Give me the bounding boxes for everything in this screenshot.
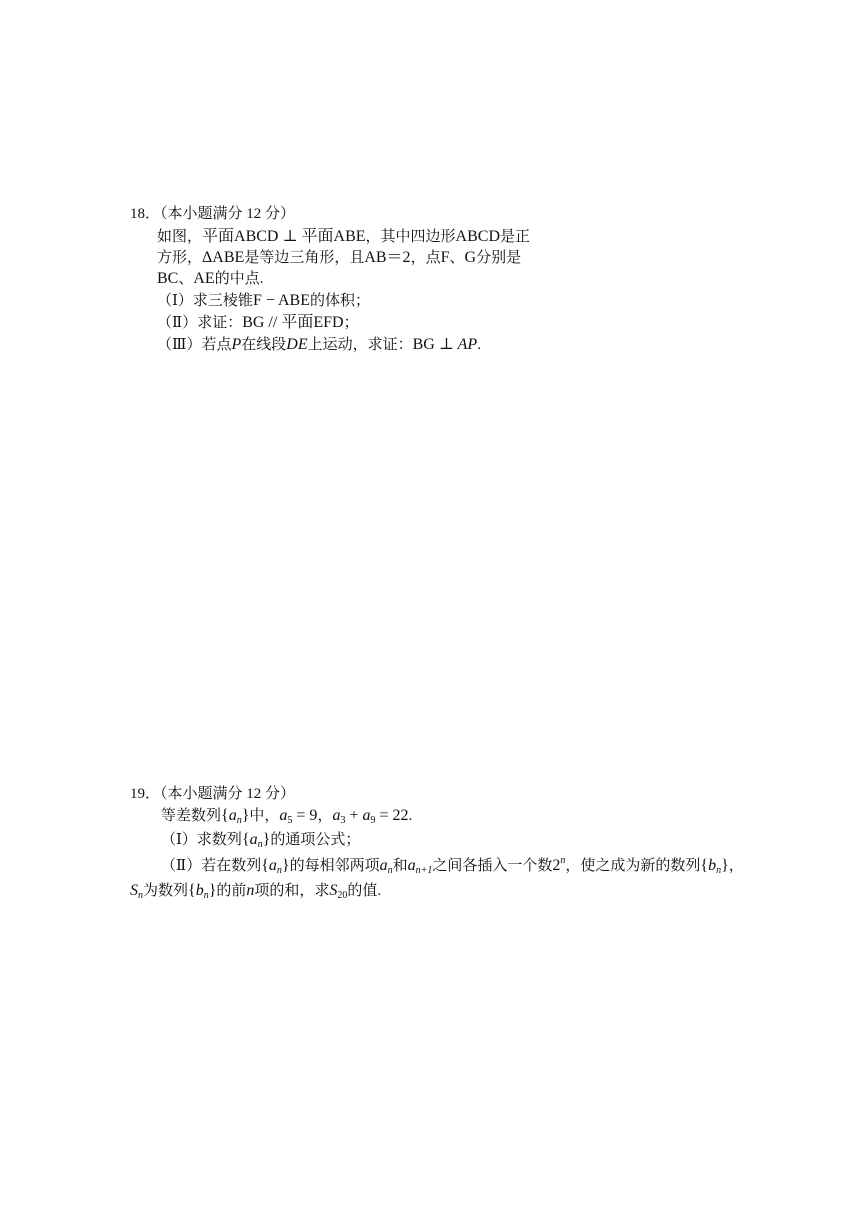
problem-18-question-3: （Ⅲ）若点P在线段DE上运动，求证：BG ⊥ AP. (157, 336, 481, 353)
problem-18-question-2: （Ⅱ）求证：BG // 平面EFD； (157, 314, 359, 331)
problem-18-line-2: 方形，ΔABE是等边三角形，且AB＝2，点F、G分别是 (157, 249, 522, 266)
problem-19-line-1: 等差数列$\{a_n\}$中，$a_5 = 9$，$a_3 + a_9 = 22$. (161, 807, 413, 826)
problem-18-header: 18．（本小题满分 12 分） (130, 206, 296, 222)
problem-19-header: 19．（本小题满分 12 分） (130, 786, 296, 802)
problem-18-question-1: （Ⅰ）求三棱锥F − ABE的体积； (157, 292, 370, 309)
problem-18-line-1: 如图，平面ABCD ⊥ 平面ABE，其中四边形ABCD是正 (157, 228, 531, 245)
problem-19-question-2-cont: $S_n$为数列$\{b_n\}$的前n项的和，求$S_{20}$的值. (130, 882, 382, 901)
problem-18-line-3: BC、AE的中点. (157, 270, 264, 287)
problem-19-question-1: （Ⅰ）求数列$\{a_n\}$的通项公式； (161, 831, 361, 850)
problem-19-question-2: （Ⅱ）若在数列$\{a_n\}$的每相邻两项$a_n$和$a_{n+1}$之间各插入一个数2$^n$，使之成为新的数列$\{b_n\}$， (161, 855, 744, 876)
